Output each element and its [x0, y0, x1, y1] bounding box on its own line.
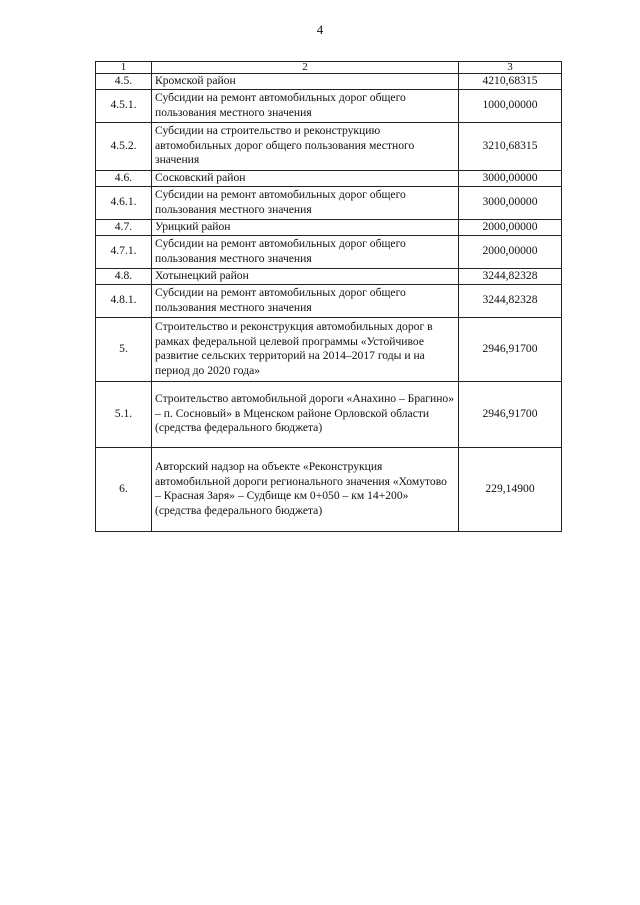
table-row — [96, 381, 562, 447]
row-number: 4.6. — [96, 170, 152, 186]
row-value: 2946,91700 — [459, 317, 562, 381]
row-number: 5.1. — [96, 381, 152, 447]
page-number: 4 — [316, 22, 324, 37]
column-header-3: 3 — [459, 62, 562, 74]
row-value: 3244,82328 — [459, 268, 562, 284]
table-row — [96, 122, 562, 170]
row-number: 4.6.1. — [96, 186, 152, 219]
row-value: 2946,91700 — [459, 381, 562, 447]
row-value: 3244,82328 — [459, 284, 562, 317]
row-value: 3000,00000 — [459, 170, 562, 186]
table-row — [96, 219, 562, 235]
column-header-2: 2 — [152, 62, 459, 74]
table-row — [96, 170, 562, 186]
row-number: 4.7. — [96, 219, 152, 235]
table-row — [96, 74, 562, 90]
row-value: 3000,00000 — [459, 186, 562, 219]
row-name: Авторский надзор на объекте «Реконструкция автомобильной дороги регионального значения «Хомутово – Красная Заря» – Судбище км 0+050 – км 14+200» (средства федерального бюджета) — [152, 447, 459, 531]
table-row — [96, 186, 562, 219]
row-number: 4.5.2. — [96, 122, 152, 170]
row-number: 4.5. — [96, 74, 152, 90]
table-row — [96, 268, 562, 284]
row-name: Субсидии на ремонт автомобильных дорог общего пользования местного значения — [152, 89, 459, 122]
row-value: 2000,00000 — [459, 235, 562, 268]
row-value: 4210,68315 — [459, 74, 562, 90]
row-name: Урицкий район — [152, 219, 459, 235]
row-name: Сосковский район — [152, 170, 459, 186]
row-name: Субсидии на ремонт автомобильных дорог общего пользования местного значения — [152, 235, 459, 268]
row-value: 229,14900 — [459, 447, 562, 531]
table-row — [96, 89, 562, 122]
row-number: 6. — [96, 447, 152, 531]
row-value: 3210,68315 — [459, 122, 562, 170]
row-name: Кромской район — [152, 74, 459, 90]
table-row — [96, 447, 562, 531]
row-number: 5. — [96, 317, 152, 381]
column-header-1: 1 — [96, 62, 152, 74]
table-row — [96, 284, 562, 317]
row-name: Субсидии на ремонт автомобильных дорог общего пользования местного значения — [152, 186, 459, 219]
row-name: Строительство и реконструкция автомобильных дорог в рамках федеральной целевой программы «Устойчивое развитие сельских территорий на 2014–2017 годы и на период до 2020 года» — [152, 317, 459, 381]
row-number: 4.7.1. — [96, 235, 152, 268]
table-header-row — [96, 62, 562, 74]
table-row — [96, 235, 562, 268]
row-name: Субсидии на строительство и реконструкцию автомобильных дорог общего пользования местного значения — [152, 122, 459, 170]
row-name: Хотынецкий район — [152, 268, 459, 284]
row-number: 4.8. — [96, 268, 152, 284]
budget-table — [95, 61, 562, 532]
table-row — [96, 317, 562, 381]
row-value: 2000,00000 — [459, 219, 562, 235]
row-number: 4.5.1. — [96, 89, 152, 122]
row-value: 1000,00000 — [459, 89, 562, 122]
row-name: Субсидии на ремонт автомобильных дорог общего пользования местного значения — [152, 284, 459, 317]
row-name: Строительство автомобильной дороги «Анахино – Брагино» – п. Сосновый» в Мценском районе Орловской области (средства федерального бюджета) — [152, 381, 459, 447]
row-number: 4.8.1. — [96, 284, 152, 317]
